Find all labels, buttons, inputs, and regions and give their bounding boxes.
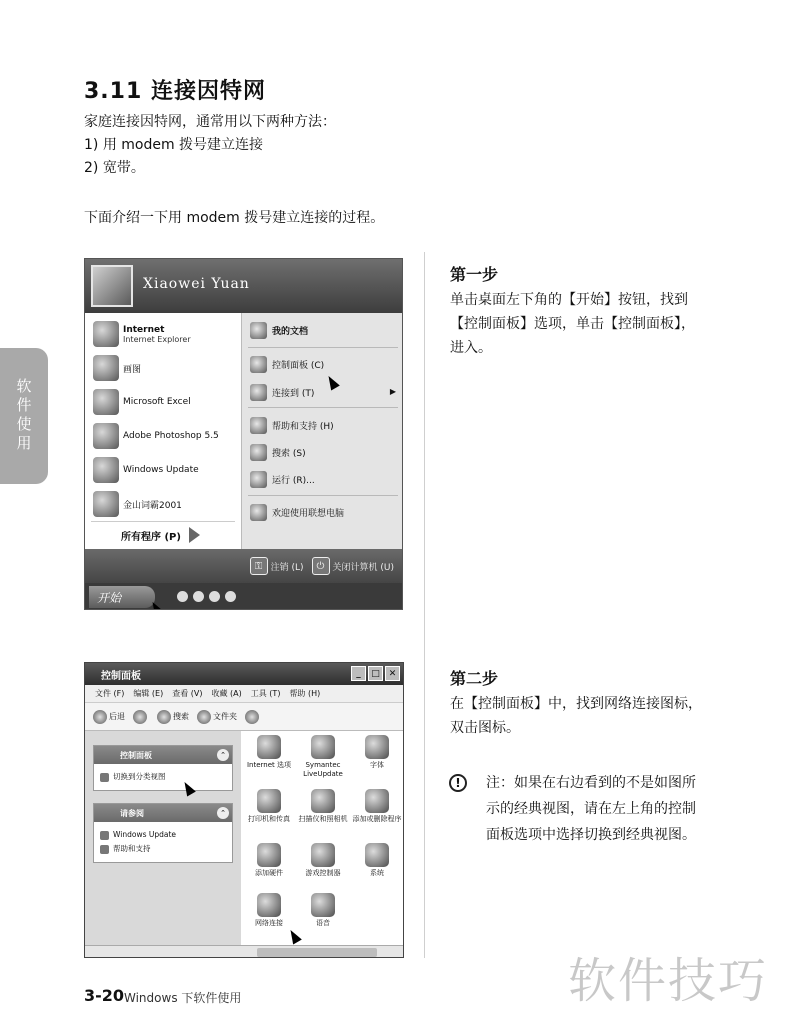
step1-title: 第一步 [450, 265, 499, 284]
link-label: 切换到分类视图 [113, 772, 166, 781]
help-icon [250, 417, 267, 434]
warning-icon: ! [449, 774, 467, 792]
help-icon [100, 845, 109, 854]
arrow-right-icon [189, 527, 200, 543]
game-controller-icon [311, 843, 335, 867]
separator [91, 521, 235, 522]
box-title: 控制面板 [120, 750, 152, 760]
start-item-paint[interactable] [93, 355, 141, 381]
ciba-icon [93, 491, 119, 517]
back-button[interactable] [93, 710, 125, 724]
item-sub-label: Internet Explorer [123, 334, 191, 344]
icon-view [241, 731, 404, 945]
start-item-windows-update[interactable] [93, 457, 199, 483]
folders-label: 文件夹 [213, 712, 237, 721]
start-item-my-documents[interactable] [250, 319, 308, 341]
menu-bar [85, 685, 403, 703]
item-label: Internet [123, 324, 165, 335]
window-titlebar [85, 663, 403, 685]
item-label: Windows Update [123, 465, 199, 475]
start-item-control-panel[interactable] [250, 353, 324, 375]
taskbar [85, 583, 402, 610]
window-controls [351, 666, 400, 681]
icon-label: 添加硬件 [255, 869, 283, 877]
item-label: 控制面板 (C) [272, 360, 325, 371]
all-programs-label: 所有程序 (P) [121, 531, 181, 543]
fonts-icon [365, 735, 389, 759]
item-label: 欢迎使用联想电脑 [272, 508, 345, 519]
control-panel-icon [250, 356, 267, 373]
windows-update-icon [100, 831, 109, 840]
speech-icon [311, 893, 335, 917]
box-title: 请参阅 [120, 808, 144, 818]
power-icon: ⏻ [312, 557, 330, 575]
excel-icon [93, 389, 119, 415]
menu-edit[interactable]: 编辑 (E) [133, 689, 164, 698]
menu-view[interactable]: 查看 (V) [172, 689, 203, 698]
back-label: 后退 [109, 712, 125, 721]
step1-text: 单击桌面左下角的【开始】按钮，找到【控制面板】选项，单击【控制面板】，进入。 [450, 292, 695, 356]
all-programs-button[interactable] [121, 527, 200, 543]
collapse-icon[interactable]: ⌃ [217, 807, 229, 819]
item-label: Adobe Photoshop 5.5 [123, 431, 219, 441]
task-pane [85, 731, 241, 958]
start-button[interactable] [89, 586, 155, 608]
link-label: Windows Update [113, 830, 177, 839]
user-name: Xiaowei Yuan [143, 276, 250, 292]
cp-item-add-remove[interactable] [351, 789, 403, 824]
connect-icon [250, 384, 267, 401]
icon-label: Symantec LiveUpdate [303, 761, 343, 778]
icon-label: 添加或删除程序 [352, 815, 402, 823]
icon-label: 游戏控制器 [305, 869, 341, 877]
start-menu-header [85, 259, 402, 313]
lenovo-icon [250, 504, 267, 521]
item-label: 运行 (R)... [272, 475, 315, 486]
horizontal-scrollbar[interactable] [85, 945, 403, 958]
paint-icon [93, 355, 119, 381]
icon-label: Internet 选项 [246, 761, 292, 769]
start-menu-footer [85, 549, 402, 583]
folders-button[interactable] [197, 710, 237, 724]
item-label: Microsoft Excel [123, 397, 191, 407]
start-menu-right-pane [241, 313, 403, 549]
start-item-photoshop[interactable] [93, 423, 219, 449]
cp-item-printers[interactable] [243, 789, 295, 824]
collapse-icon[interactable]: ⌃ [217, 749, 229, 761]
start-item-internet[interactable] [93, 321, 191, 347]
my-documents-icon [250, 322, 267, 339]
cp-item-game-controllers[interactable] [297, 843, 349, 878]
footer-label: Windows 下软件使用 [124, 991, 242, 1005]
intro-line: 2) 宽带。 [84, 160, 145, 176]
note-text: 注：如果在右边看到的不是如图所示的经典视图，请在左上角的控制面板选项中选择切换到经典视图。 [486, 775, 696, 843]
quick-launch [177, 591, 236, 602]
start-item-ciba[interactable] [93, 491, 182, 517]
icon-label: 扫描仪和照相机 [298, 815, 348, 823]
item-label: 我的文档 [272, 326, 309, 337]
liveupdate-icon [311, 735, 335, 759]
control-panel-screenshot [84, 662, 404, 958]
search-icon [250, 444, 267, 461]
windows-update-link[interactable] [100, 828, 226, 842]
cp-item-scanners[interactable] [297, 789, 349, 824]
cp-item-system[interactable] [351, 843, 403, 878]
menu-file[interactable]: 文件 (F) [95, 689, 125, 698]
back-icon [93, 710, 107, 724]
quick-launch-icon[interactable] [193, 591, 204, 602]
toolbar [85, 703, 403, 731]
search-icon [157, 710, 171, 724]
add-remove-icon [365, 789, 389, 813]
run-icon [250, 471, 267, 488]
key-icon: ⚿ [250, 557, 268, 575]
cp-item-fonts[interactable] [351, 735, 403, 770]
ie-icon [93, 321, 119, 347]
link-label: 帮助和支持 [113, 844, 151, 853]
help-support-link[interactable] [100, 842, 226, 856]
cp-item-liveupdate[interactable] [297, 735, 349, 779]
window-title: 控制面板 [101, 670, 141, 682]
quick-launch-icon[interactable] [209, 591, 220, 602]
separator [248, 407, 398, 408]
start-item-excel[interactable] [93, 389, 191, 415]
box-header[interactable] [94, 804, 232, 822]
cp-item-speech[interactable] [297, 893, 349, 928]
start-item-help[interactable] [250, 414, 334, 436]
menu-tools[interactable]: 工具 (T) [250, 689, 281, 698]
separator [248, 347, 398, 348]
shutdown-button[interactable] [312, 557, 394, 575]
system-icon [365, 843, 389, 867]
step2-title: 第二步 [450, 669, 499, 688]
views-icon [245, 710, 259, 724]
control-panel-box [93, 745, 233, 791]
maximize-icon[interactable]: □ [368, 666, 383, 681]
page-number: 3-20 [84, 986, 125, 1005]
cp-item-add-hardware[interactable] [243, 843, 295, 878]
icon-label: 字体 [370, 761, 384, 769]
switch-view-icon [100, 773, 109, 782]
close-icon[interactable]: ✕ [385, 666, 400, 681]
windows-update-icon [93, 457, 119, 483]
folder-icon [197, 710, 211, 724]
watermark: 软件技巧 [568, 953, 769, 1009]
photoshop-icon [93, 423, 119, 449]
start-label: 开始 [97, 590, 122, 605]
logoff-label: 注销 (L) [270, 562, 304, 573]
forward-button[interactable] [133, 710, 149, 724]
see-also-box [93, 803, 233, 863]
forward-icon [133, 710, 147, 724]
cp-item-network-connections[interactable] [243, 893, 295, 928]
shutdown-label: 关闭计算机 (U) [332, 562, 394, 573]
quick-launch-icon[interactable] [225, 591, 236, 602]
search-button[interactable] [157, 710, 189, 724]
menu-help[interactable]: 帮助 (H) [289, 689, 321, 698]
intro-next: 下面介绍一下用 modem 拨号建立连接的过程。 [84, 210, 385, 226]
icon-label: 网络连接 [255, 919, 283, 927]
item-label: 连接到 (T) [272, 388, 315, 399]
printer-icon [257, 789, 281, 813]
icon-label: 打印机和传真 [248, 815, 290, 823]
separator [248, 495, 398, 496]
start-menu-left-pane [85, 313, 241, 549]
internet-options-icon [257, 735, 281, 759]
side-tab: 软件使用 [0, 348, 48, 484]
search-label: 搜索 [173, 712, 189, 721]
add-hardware-icon [257, 843, 281, 867]
section-title: 3.11 连接因特网 [84, 79, 266, 104]
item-label: 画图 [123, 364, 142, 375]
box-header[interactable] [94, 746, 232, 764]
scrollbar-thumb[interactable] [257, 948, 377, 957]
item-label: 帮助和支持 (H) [272, 421, 334, 432]
minimize-icon[interactable]: _ [351, 666, 366, 681]
intro-line: 1) 用 modem 拨号建立连接 [84, 137, 264, 153]
scanner-icon [311, 789, 335, 813]
start-item-lenovo[interactable] [250, 501, 344, 523]
network-connections-icon [257, 893, 281, 917]
column-divider [424, 252, 425, 958]
views-button[interactable] [245, 710, 261, 724]
icon-label: 系统 [370, 869, 384, 877]
start-item-connect-to[interactable] [250, 381, 314, 403]
icon-label: 语音 [316, 919, 330, 927]
start-item-search[interactable] [250, 441, 306, 463]
step2-text: 在【控制面板】中，找到网络连接图标，双击图标。 [450, 696, 702, 736]
quick-launch-icon[interactable] [177, 591, 188, 602]
cp-item-internet-options[interactable] [243, 735, 295, 770]
start-menu-screenshot [84, 258, 403, 610]
avatar [91, 265, 133, 307]
logoff-button[interactable] [250, 557, 304, 575]
intro-line: 家庭连接因特网，通常用以下两种方法： [84, 114, 336, 130]
menu-favorites[interactable]: 收藏 (A) [211, 689, 242, 698]
switch-category-view-link[interactable] [100, 770, 226, 784]
item-label: 搜索 (S) [272, 448, 306, 459]
submenu-arrow-icon: ▶ [389, 387, 396, 396]
start-item-run[interactable] [250, 468, 315, 490]
item-label: 金山词霸2001 [123, 500, 182, 511]
